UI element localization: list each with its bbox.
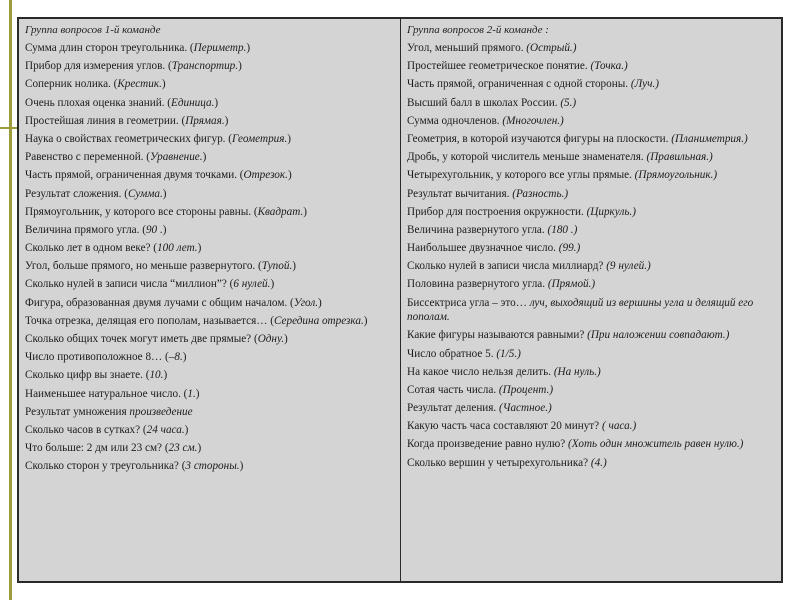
question-text: Когда произведение равно нулю? [407, 438, 569, 451]
answer-close: ) [287, 169, 292, 182]
answer-text: 6 нулей. [233, 278, 271, 291]
question-text: На какое число нельзя делить. [407, 365, 554, 378]
question-item [25, 132, 394, 147]
answer-text: луч, выходящий из вершины угла и делящий его пополам. [407, 296, 754, 324]
answer-close: ) [182, 351, 187, 364]
answer-close: ) [318, 296, 322, 309]
question-item [25, 187, 394, 202]
question-item [25, 423, 394, 438]
question-item [25, 405, 394, 420]
question-item [407, 437, 775, 452]
answer-text: Крестик. [117, 78, 162, 91]
question-text: Сколько цифр вы знаете. ( [25, 369, 150, 382]
answer-close: ) [224, 114, 229, 127]
answer-text: 90 . [145, 223, 163, 236]
answer-close: ) [163, 369, 168, 382]
answer-text: (Многочлен.) [502, 114, 564, 127]
question-item [25, 259, 394, 274]
question-text: Сколько общих точек могут иметь две прямые? ( [25, 333, 258, 345]
questions-table [17, 17, 783, 583]
question-item [407, 259, 775, 274]
answer-text: Транспортир. [171, 60, 239, 73]
question-item [407, 296, 775, 325]
question-text: Равенство с переменной. ( [25, 151, 151, 164]
question-item [25, 314, 394, 329]
question-text: Какие фигуры называются равными? [407, 329, 588, 342]
team-1-question-list [25, 41, 394, 474]
question-text: Угол, больше прямого, но меньше развернутого. ( [25, 260, 262, 273]
answer-close: ) [270, 278, 275, 291]
answer-close: ) [363, 314, 368, 327]
answer-close: ) [162, 187, 167, 200]
question-item [407, 132, 775, 147]
question-text: Прибор для построения окружности. [407, 205, 587, 218]
question-item [407, 347, 775, 362]
question-item [407, 41, 775, 56]
question-item [407, 383, 775, 398]
question-item [25, 441, 394, 456]
question-text: Фигура, образованная двумя лучами с общим началом. ( [25, 296, 294, 309]
question-text: Биссектриса угла – это… [407, 296, 530, 309]
question-text: Величина развернутого угла. [407, 223, 548, 236]
question-item [25, 241, 394, 256]
answer-close: ) [197, 242, 202, 255]
team-2-title: Группа вопросов 2-й команде : [407, 24, 549, 36]
answer-text: (Хоть один множитель равен нулю.) [568, 438, 744, 451]
answer-text: (Прямой.) [547, 278, 596, 291]
answer-close: ) [195, 387, 200, 400]
answer-close: ) [161, 78, 166, 91]
answer-text: ( часа.) [601, 420, 637, 433]
question-text: Результат деления. [407, 402, 500, 415]
answer-close: ) [197, 442, 202, 455]
question-text: Сколько часов в сутках? ( [25, 423, 147, 436]
question-text: Сколько лет в одном веке? ( [25, 242, 158, 255]
question-item [407, 365, 775, 380]
answer-close: ) [238, 60, 242, 73]
question-text: Дробь, у которой числитель меньше знаменателя. [407, 151, 647, 164]
answer-text: Сумма. [127, 187, 163, 200]
answer-text: (99.) [558, 242, 581, 255]
answer-text: (Циркуль.) [586, 205, 636, 218]
question-item [407, 223, 775, 238]
question-text: Сумма одночленов. [407, 114, 503, 127]
answer-text: 24 часа. [146, 423, 185, 436]
answer-text: (180 .) [547, 223, 578, 236]
question-text: Половина развернутого угла. [407, 278, 548, 291]
question-text: Часть прямой, ограниченная двумя точками. ( [25, 169, 244, 182]
answer-text: (Прямоугольник.) [634, 169, 718, 182]
answer-text: –8. [168, 351, 183, 364]
question-item [407, 59, 775, 74]
answer-text: (Процент.) [498, 383, 554, 396]
team-2-column [401, 19, 781, 581]
question-item [407, 96, 775, 111]
question-text: Очень плохая оценка знаний. ( [25, 96, 172, 109]
answer-text: (Планиметрия.) [671, 132, 748, 145]
question-text: Простейшее геометрическое понятие. [407, 60, 591, 73]
question-text: Число противоположное 8… ( [25, 351, 169, 364]
question-item [25, 350, 394, 365]
answer-close: ) [284, 333, 288, 345]
question-text: Четырехугольник, у которого все углы прямые. [407, 169, 635, 182]
question-item [407, 168, 775, 183]
question-item [25, 77, 394, 92]
answer-close: ) [303, 205, 307, 218]
question-item [25, 41, 394, 56]
question-item [25, 223, 394, 238]
answer-close: ) [292, 260, 296, 273]
answer-close: ) [162, 223, 167, 236]
question-text: Прибор для измерения углов. ( [25, 60, 172, 73]
question-item [25, 96, 394, 111]
question-item [25, 459, 394, 474]
question-text: Наука о свойствах геометрических фигур. ( [25, 132, 233, 145]
question-text: Результат сложения. ( [25, 187, 128, 200]
question-item [407, 205, 775, 220]
question-text: Наименьшее натуральное число. ( [25, 387, 188, 400]
answer-close: ) [239, 460, 244, 473]
team-1-column [19, 19, 401, 581]
question-text: Сколько нулей в записи числа миллиард? [407, 260, 607, 273]
question-item [25, 387, 394, 402]
answer-text: (Разность.) [512, 187, 569, 200]
answer-text: Единица. [171, 96, 215, 109]
question-item [407, 419, 775, 434]
question-item [25, 368, 394, 383]
answer-text: Геометрия. [232, 132, 288, 145]
question-text: Соперник нолика. ( [25, 78, 118, 91]
question-item [25, 296, 394, 311]
answer-text: (Острый.) [526, 42, 577, 54]
answer-text: Тупой. [261, 260, 293, 273]
answer-close: ) [246, 42, 251, 54]
question-item [407, 77, 775, 92]
answer-text: произведение [129, 405, 193, 418]
answer-text: Квадрат. [257, 205, 304, 218]
answer-text: (1/5.) [496, 347, 521, 360]
answer-text: Прямая. [185, 114, 225, 127]
question-text: Сумма длин сторон треугольника. ( [25, 42, 194, 54]
question-item [407, 187, 775, 202]
question-text: Простейшая линия в геометрии. ( [25, 114, 186, 127]
question-item [407, 150, 775, 165]
answer-text: Угол. [293, 296, 319, 309]
team-1-title: Группа вопросов 1-й команде [25, 24, 161, 36]
answer-text: 3 стороны. [185, 460, 240, 473]
question-text: Результат умножения [25, 405, 130, 418]
question-text: Часть прямой, ограниченная с одной стороны. [407, 78, 631, 91]
question-item [407, 277, 775, 292]
question-text: Какую часть часа составляют 20 минут? [407, 420, 602, 433]
question-text: Сотая часть числа. [407, 383, 499, 396]
question-text: Наибольшее двузначное число. [407, 242, 559, 255]
question-text: Угол, меньший прямого. [407, 42, 527, 54]
answer-text: 100 лет. [157, 242, 198, 255]
question-item [407, 114, 775, 129]
answer-text: Периметр. [193, 42, 247, 54]
answer-close: ) [202, 151, 207, 164]
decorative-vertical-line [9, 0, 12, 600]
answer-text: Одну. [257, 333, 285, 345]
question-text: Точка отрезка, делящая его пополам, называется… ( [25, 314, 274, 327]
answer-text: (Точка.) [590, 60, 628, 73]
question-item [25, 332, 394, 347]
answer-text: Отрезок. [243, 169, 288, 182]
answer-text: Уравнение. [150, 151, 203, 164]
question-item [25, 277, 394, 292]
answer-text: (9 нулей.) [606, 260, 651, 273]
question-item [407, 401, 775, 416]
answer-close: ) [287, 132, 291, 145]
question-item [25, 168, 394, 183]
question-item [25, 150, 394, 165]
answer-text: (4.) [590, 456, 607, 469]
question-text: Число обратное 5. [407, 347, 497, 360]
question-text: Высший балл в школах России. [407, 96, 561, 109]
question-text: Результат вычитания. [407, 187, 513, 200]
answer-close: ) [184, 423, 189, 436]
question-item [407, 241, 775, 256]
team-2-question-list [407, 41, 775, 470]
question-text: Геометрия, в которой изучаются фигуры на плоскости. [407, 132, 672, 145]
question-item [25, 114, 394, 129]
answer-text: 1. [187, 387, 196, 400]
question-text: Прямоугольник, у которого все стороны равны. ( [25, 205, 258, 218]
answer-close: ) [214, 96, 219, 109]
question-text: Сколько нулей в записи числа “миллион”? ( [25, 278, 234, 291]
question-text: Что больше: 2 дм или 23 см? ( [25, 442, 169, 455]
question-text: Сколько сторон у треугольника? ( [25, 460, 186, 473]
question-text: Величина прямого угла. ( [25, 223, 146, 236]
answer-text: 10. [149, 369, 164, 382]
answer-text: (При наложении совпадают.) [587, 329, 730, 342]
question-item [407, 328, 775, 343]
answer-text: (Луч.) [630, 78, 659, 91]
question-item [407, 456, 775, 471]
answer-text: 23 см. [168, 442, 198, 455]
answer-text: (5.) [560, 96, 577, 109]
answer-text: Середина отрезка. [273, 314, 364, 327]
answer-text: (На нуль.) [553, 365, 601, 378]
question-text: Сколько вершин у четырехугольника? [407, 456, 591, 469]
question-item [25, 59, 394, 74]
answer-text: (Правильная.) [646, 151, 713, 164]
question-item [25, 205, 394, 220]
answer-text: (Частное.) [499, 402, 552, 415]
